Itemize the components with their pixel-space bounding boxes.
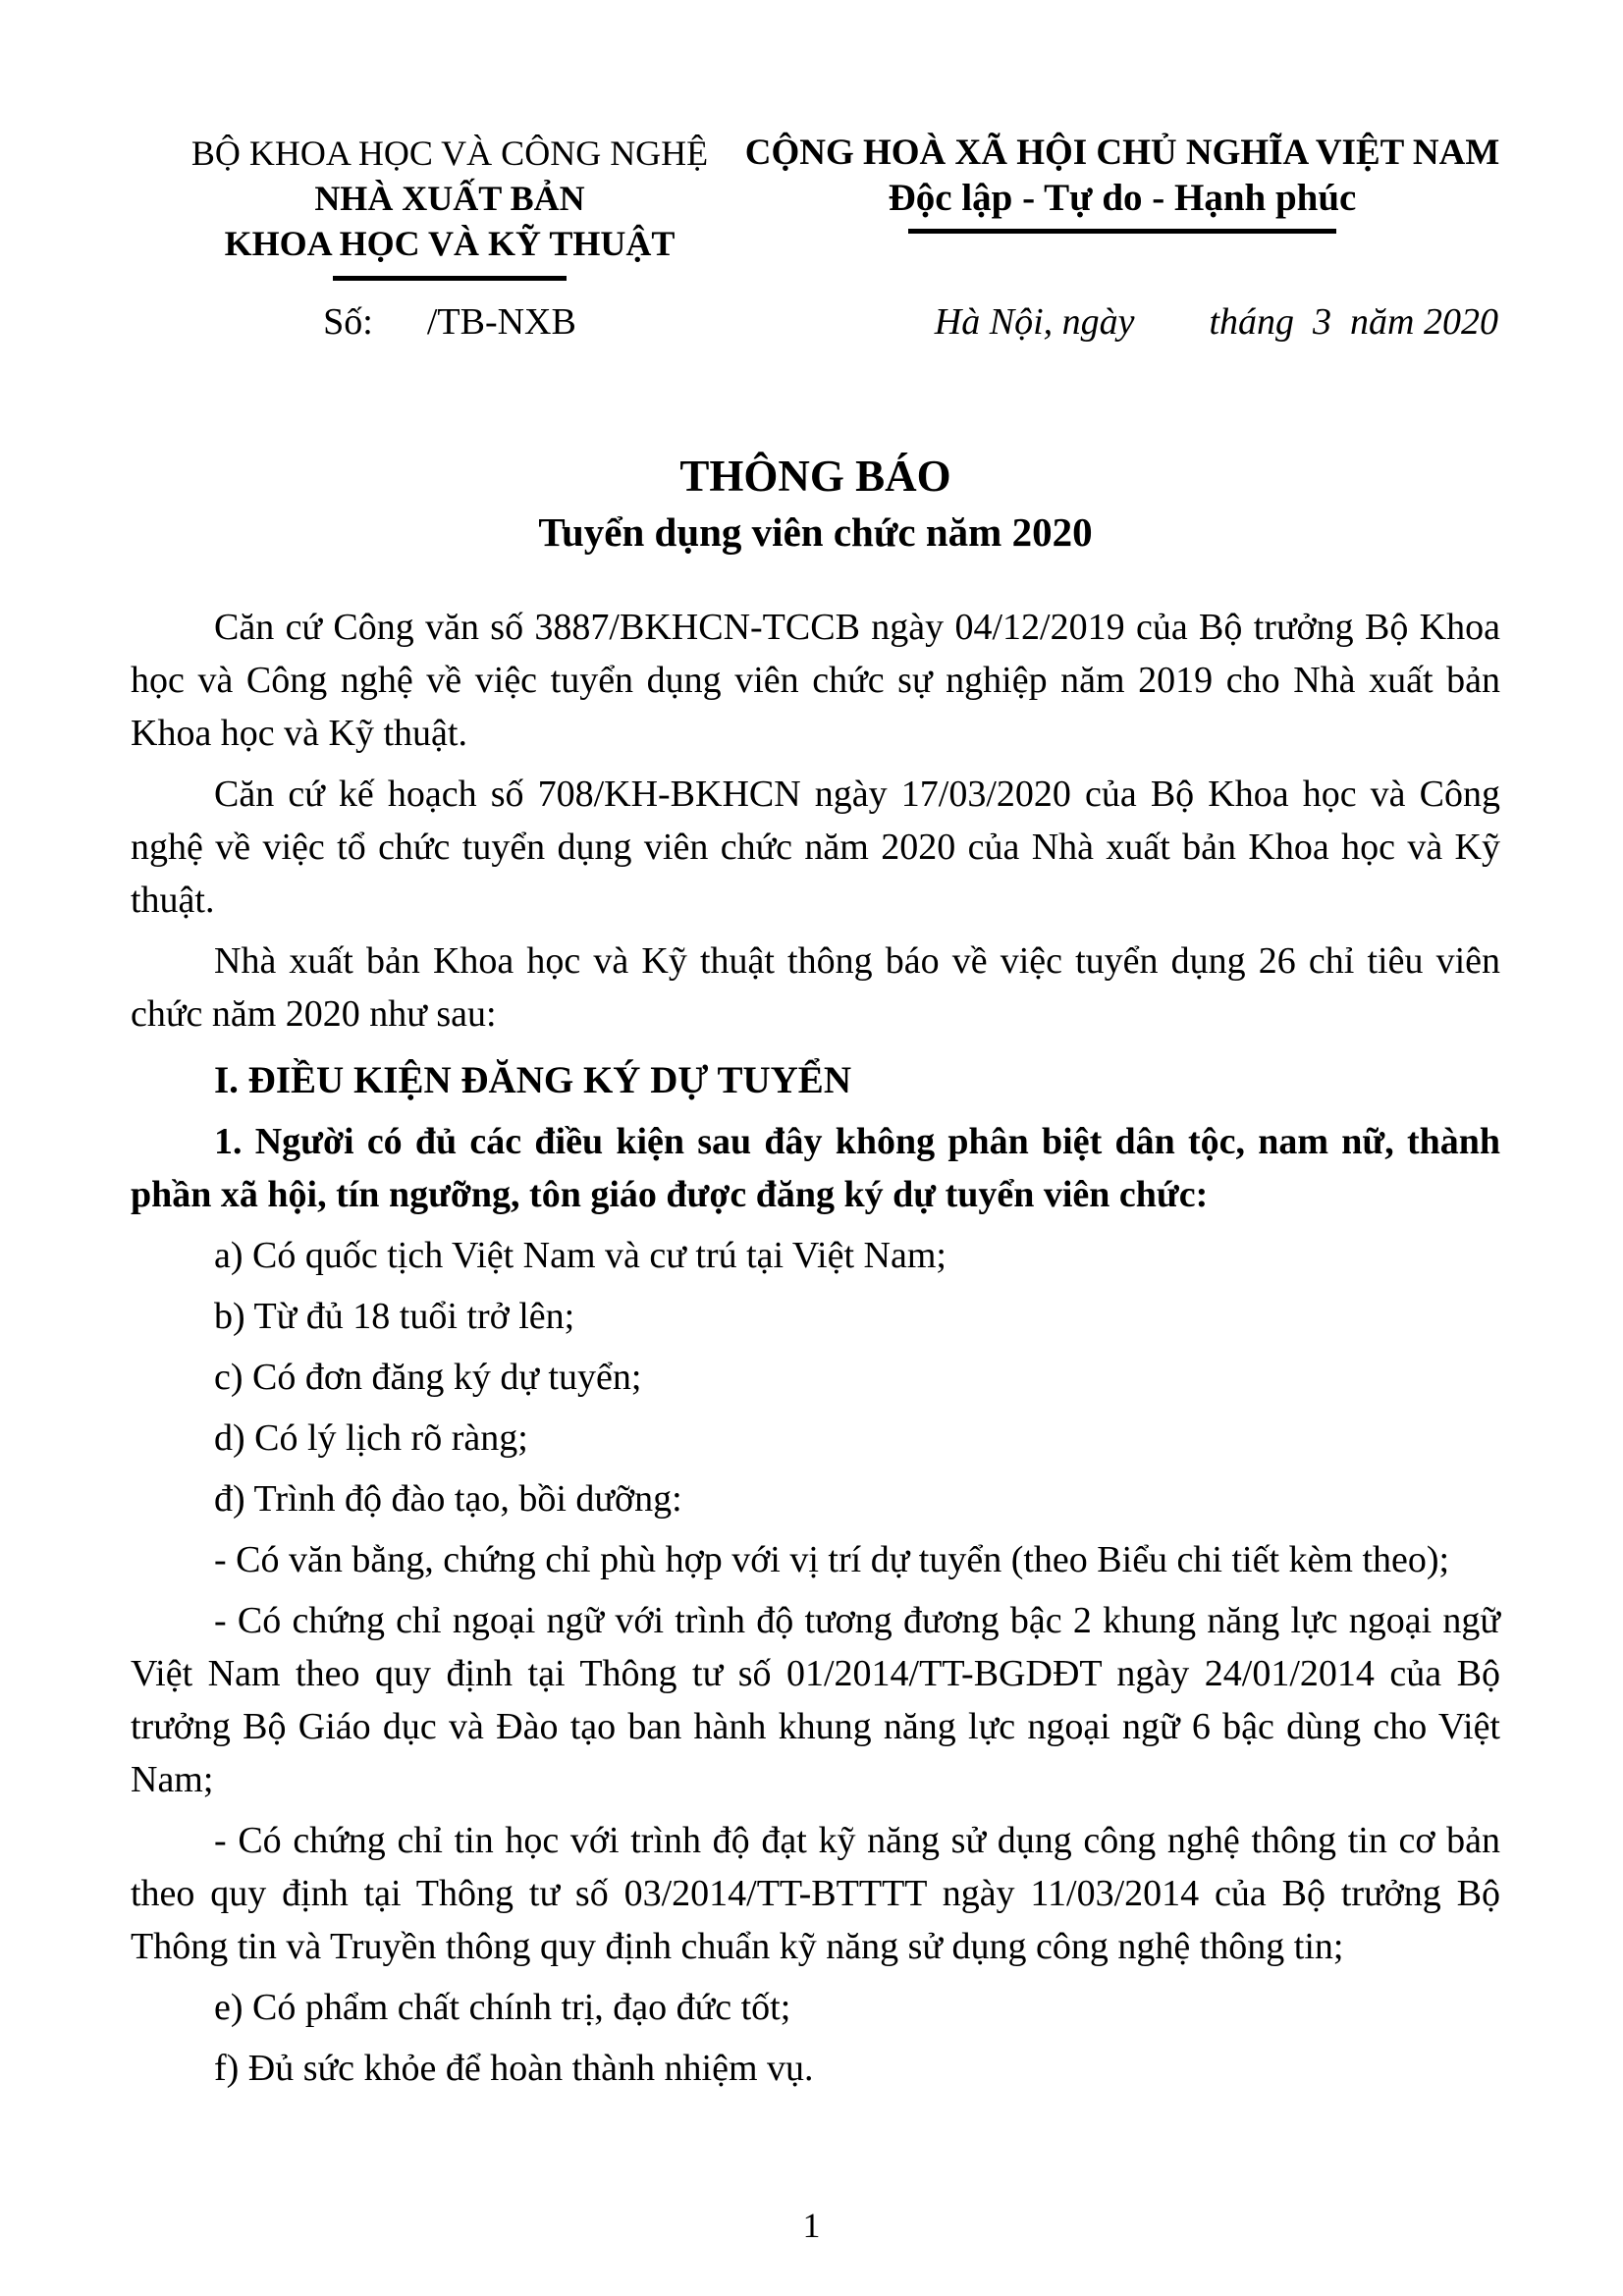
condition-item: f) Đủ sức khỏe để hoàn thành nhiệm vụ. [214, 2048, 814, 2089]
national-motto: Độc lập - Tự do - Hạnh phúc [888, 177, 1357, 219]
condition-item: b) Từ đủ 18 tuổi trở lên; [214, 1296, 575, 1337]
condition-item: e) Có phẩm chất chính trị, đạo đức tốt; [214, 1987, 791, 2028]
country-name: CỘNG HOÀ XÃ HỘI CHỦ NGHĨA VIỆT NAM [744, 133, 1500, 173]
place-date-line: Hà Nội, ngày tháng 3 năm 2020 [934, 301, 1498, 343]
condition-subitem: - Có chứng chỉ ngoại ngữ với trình độ tương đương bậc 2 khung năng lực ngoại ngữ Việt Nam theo quy định tại Thông tư số 01/2014/TT-BGDĐT ngày 24/01/2014 của Bộ trưởng Bộ Giáo dục và Đào tạo ban hành khung năng lực ngoại ngữ 6 bậc dùng cho Việt Nam; [131, 1600, 1500, 1800]
doc-number-label: Số: [323, 301, 373, 343]
condition-item: d) Có lý lịch rõ ràng; [214, 1417, 528, 1459]
paragraph: Nhà xuất bản Khoa học và Kỹ thuật thông báo về việc tuyển dụng 26 chỉ tiêu viên chức năm 2020 như sau: [131, 940, 1500, 1035]
section-intro: 1. Người có đủ các điều kiện sau đây không phân biệt dân tộc, nam nữ, thành phần xã hội, tín ngưỡng, tôn giáo được đăng ký dự tuyển viên chức: [131, 1121, 1500, 1215]
condition-item: đ) Trình độ đào tạo, bồi dưỡng: [214, 1478, 682, 1520]
doc-number-line [175, 298, 725, 346]
condition-subitem: - Có chứng chỉ tin học với trình độ đạt kỹ năng sử dụng công nghệ thông tin cơ bản theo quy định tại Thông tư số 03/2014/TT-BTTTT ngày 11/03/2014 của Bộ trưởng Bộ Thông tin và Truyền thông quy định chuẩn kỹ năng sử dụng công nghệ thông tin; [131, 1820, 1500, 1967]
section-heading: I. ĐIỀU KIỆN ĐĂNG KÝ DỰ TUYỂN [214, 1059, 851, 1101]
parent-org-name: BỘ KHOA HỌC VÀ CÔNG NGHỆ [190, 133, 709, 173]
org-underline-rule [333, 276, 567, 281]
condition-subitem: - Có văn bằng, chứng chỉ phù hợp với vị trí dự tuyển (theo Biểu chi tiết kèm theo); [214, 1539, 1450, 1580]
paragraph: Căn cứ Công văn số 3887/BKHCN-TCCB ngày 04/12/2019 của Bộ trưởng Bộ Khoa học và Công nghệ về việc tuyển dụng viên chức sự nghiệp năm 2019 cho Nhà xuất bản Khoa học và Kỹ thuật. [131, 607, 1500, 754]
national-header-block [744, 131, 1500, 346]
document-subtitle: Tuyển dụng viên chức năm 2020 [538, 509, 1093, 555]
page-number: 1 [802, 2206, 821, 2245]
document-title: THÔNG BÁO [679, 452, 951, 501]
paragraph: Căn cứ kế hoạch số 708/KH-BKHCN ngày 17/03/2020 của Bộ Khoa học và Công nghệ về việc tổ chức tuyển dụng viên chức năm 2020 của Nhà xuất bản Khoa học và Kỹ thuật. [131, 774, 1500, 921]
document-header [131, 131, 1500, 346]
document-body [131, 601, 1500, 2095]
issuing-org-block [175, 131, 725, 346]
doc-number-value: /TB-NXB [426, 301, 576, 343]
title-block [131, 448, 1500, 560]
motto-underline-rule [908, 229, 1336, 234]
org-name-line1: NHÀ XUẤT BẢN [314, 179, 585, 218]
condition-item: a) Có quốc tịch Việt Nam và cư trú tại Việt Nam; [214, 1235, 947, 1276]
org-name-line2: KHOA HỌC VÀ KỸ THUẬT [224, 224, 676, 263]
condition-item: c) Có đơn đăng ký dự tuyển; [214, 1357, 642, 1398]
